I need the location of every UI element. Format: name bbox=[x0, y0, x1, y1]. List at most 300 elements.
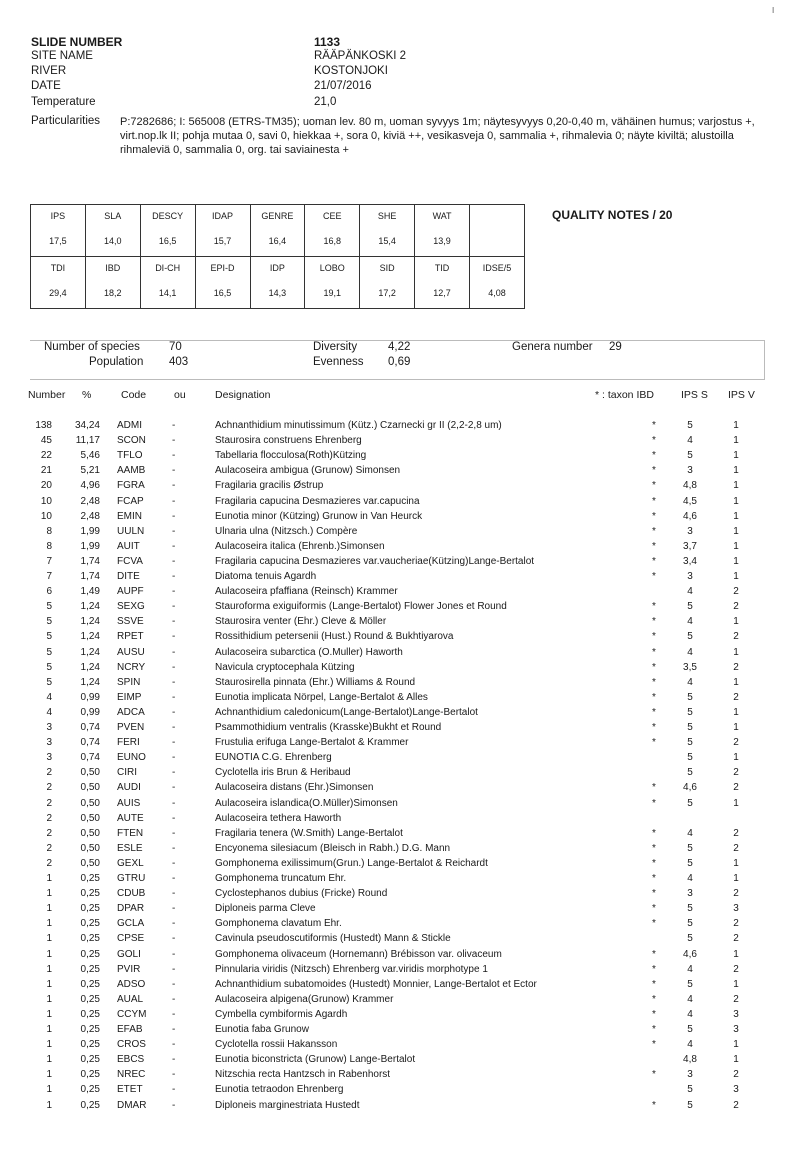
species-ou: - bbox=[172, 767, 176, 779]
table-row bbox=[0, 601, 794, 616]
col-number-header: Number bbox=[28, 389, 66, 401]
ips-s-value: 5 bbox=[687, 767, 693, 779]
species-designation: Aulacoseira tethera Haworth bbox=[215, 812, 342, 824]
species-count: 3 bbox=[46, 752, 52, 764]
species-designation: Rossithidium petersenii (Hust.) Round & Bukhtiyarova bbox=[215, 631, 454, 643]
species-ou: - bbox=[172, 435, 176, 447]
species-ou: - bbox=[172, 918, 176, 930]
ips-v-value: 2 bbox=[733, 782, 739, 794]
table-row bbox=[0, 480, 794, 495]
species-code: DMAR bbox=[117, 1099, 147, 1111]
ips-s-value: 5 bbox=[687, 1024, 693, 1035]
species-count-label: Number of species bbox=[44, 341, 140, 353]
index-value: 18,2 bbox=[85, 278, 140, 309]
species-code: TFLO bbox=[117, 450, 143, 462]
species-count: 2 bbox=[46, 857, 52, 869]
species-code: PVEN bbox=[117, 722, 145, 733]
table-row bbox=[0, 767, 794, 782]
table-row bbox=[0, 450, 794, 465]
species-percent: 5,21 bbox=[80, 465, 100, 477]
ips-s-value: 5 bbox=[687, 420, 693, 431]
taxon-ibd-flag: * bbox=[652, 1039, 656, 1051]
table-row bbox=[0, 933, 794, 948]
species-ou: - bbox=[172, 450, 176, 462]
taxon-ibd-flag: * bbox=[652, 978, 656, 990]
species-percent: 1,49 bbox=[80, 586, 100, 598]
table-row bbox=[0, 1084, 794, 1099]
species-count: 1 bbox=[46, 993, 52, 1005]
species-percent: 1,99 bbox=[80, 525, 100, 537]
species-percent: 1,74 bbox=[80, 571, 100, 582]
species-ou: - bbox=[172, 752, 176, 764]
species-percent: 34,24 bbox=[74, 420, 100, 431]
index-label: DI-CH bbox=[140, 257, 195, 279]
species-code: SSVE bbox=[117, 616, 144, 628]
table-row bbox=[0, 631, 794, 646]
species-code: SEXG bbox=[117, 601, 145, 613]
ips-v-value: 1 bbox=[733, 752, 739, 764]
ips-v-value: 2 bbox=[733, 767, 739, 779]
ips-s-value: 5 bbox=[687, 722, 693, 733]
ips-v-value: 1 bbox=[733, 540, 739, 552]
col-percent-header: % bbox=[82, 389, 92, 401]
ips-s-value: 5 bbox=[687, 1099, 693, 1111]
species-percent: 0,25 bbox=[80, 1099, 100, 1111]
species-designation: Pinnularia viridis (Nitzsch) Ehrenberg var.viridis morphotype 1 bbox=[215, 963, 488, 975]
species-percent: 0,50 bbox=[80, 797, 100, 809]
taxon-ibd-flag: * bbox=[652, 601, 656, 613]
species-ou: - bbox=[172, 1099, 176, 1111]
index-value: 16,4 bbox=[250, 226, 305, 257]
taxon-ibd-flag: * bbox=[652, 495, 656, 507]
taxon-ibd-flag: * bbox=[652, 948, 656, 960]
species-designation: EUNOTIA C.G. Ehrenberg bbox=[215, 752, 332, 764]
taxon-ibd-flag: * bbox=[652, 540, 656, 552]
species-count: 1 bbox=[46, 933, 52, 945]
ips-v-value: 1 bbox=[733, 873, 739, 884]
ips-v-value: 1 bbox=[733, 525, 739, 537]
ips-s-value: 5 bbox=[687, 706, 693, 718]
species-code: CPSE bbox=[117, 933, 145, 945]
genera-number-value: 29 bbox=[609, 341, 622, 353]
ips-v-value: 2 bbox=[733, 888, 739, 900]
index-value bbox=[470, 226, 525, 257]
particularities-value: P:7282686; I: 565008 (ETRS-TM35); uoman lev. 80 m, uoman syvyys 1m; näytesyvyys 0,20-0,40 m, vähäinen humus; varjostus +, virt.nop.lk II; pohja mutaa 0, savi 0, hiekkaa +, sora 0, kiviä ++, vesikasveja 0, sammalia +, rihmalevia 0; näyte kiviltä; alustoilla rihmaleviä 0, sammalia 0, org. tai saviainesta + bbox=[120, 116, 755, 157]
species-count: 5 bbox=[46, 646, 52, 658]
species-designation: Aulacoseira italica (Ehrenb.)Simonsen bbox=[215, 540, 385, 552]
species-designation: Aulacoseira pfaffiana (Reinsch) Krammer bbox=[215, 586, 398, 598]
taxon-ibd-flag: * bbox=[652, 918, 656, 930]
taxon-ibd-flag: * bbox=[652, 616, 656, 628]
species-code: DITE bbox=[117, 571, 140, 582]
table-row bbox=[0, 465, 794, 480]
table-row bbox=[0, 828, 794, 843]
species-ou: - bbox=[172, 676, 176, 688]
index-value: 14,1 bbox=[140, 278, 195, 309]
site-name-value: RÄÄPÄNKOSKI 2 bbox=[314, 50, 407, 62]
ips-v-value: 1 bbox=[733, 450, 739, 462]
index-label: IPS bbox=[31, 205, 86, 227]
species-count: 45 bbox=[40, 435, 52, 447]
index-label: TID bbox=[415, 257, 470, 279]
species-ou: - bbox=[172, 495, 176, 507]
index-label: IDSE/5 bbox=[470, 257, 525, 279]
species-percent: 1,99 bbox=[80, 540, 100, 552]
species-percent: 0,25 bbox=[80, 1054, 100, 1066]
ips-v-value: 1 bbox=[733, 495, 739, 507]
stats-box-bottom-border bbox=[30, 379, 765, 380]
species-code: PVIR bbox=[117, 963, 141, 975]
ips-v-value: 2 bbox=[733, 827, 739, 839]
species-ou: - bbox=[172, 963, 176, 975]
species-ou: - bbox=[172, 571, 176, 582]
ips-v-value: 1 bbox=[733, 1054, 739, 1066]
index-value: 14,0 bbox=[85, 226, 140, 257]
date-label: DATE bbox=[31, 80, 61, 92]
ips-v-value: 3 bbox=[733, 1024, 739, 1035]
temperature-value: 21,0 bbox=[314, 96, 337, 108]
species-percent: 0,25 bbox=[80, 1024, 100, 1035]
table-row bbox=[0, 647, 794, 662]
species-count: 3 bbox=[46, 722, 52, 733]
taxon-ibd-flag: * bbox=[652, 1069, 656, 1081]
table-row bbox=[0, 843, 794, 858]
taxon-ibd-flag: * bbox=[652, 676, 656, 688]
ips-v-value: 3 bbox=[733, 1084, 739, 1096]
index-value: 4,08 bbox=[470, 278, 525, 309]
ips-s-value: 4 bbox=[687, 676, 693, 688]
species-designation: Cyclostephanos dubius (Fricke) Round bbox=[215, 888, 388, 900]
ips-s-value: 5 bbox=[687, 752, 693, 764]
species-percent: 0,25 bbox=[80, 963, 100, 975]
species-designation: Fragilaria capucina Desmazieres var.capucina bbox=[215, 495, 420, 507]
species-code: FERI bbox=[117, 737, 140, 749]
ips-v-value: 2 bbox=[733, 586, 739, 598]
species-designation: Gomphonema clavatum Ehr. bbox=[215, 918, 342, 930]
species-percent: 1,74 bbox=[80, 555, 100, 567]
species-count: 2 bbox=[46, 812, 52, 824]
ips-v-value: 1 bbox=[733, 465, 739, 477]
table-row bbox=[0, 888, 794, 903]
species-ou: - bbox=[172, 601, 176, 613]
ips-s-value: 3 bbox=[687, 888, 693, 900]
table-row bbox=[0, 964, 794, 979]
ips-v-value: 1 bbox=[733, 676, 739, 688]
species-designation: Stauroforma exiguiformis (Lange-Bertalot) Flower Jones et Round bbox=[215, 601, 507, 613]
ips-s-value: 4 bbox=[687, 586, 693, 598]
temperature-label: Temperature bbox=[31, 96, 96, 108]
taxon-ibd-flag: * bbox=[652, 646, 656, 658]
taxon-ibd-flag: * bbox=[652, 842, 656, 854]
species-count: 1 bbox=[46, 1099, 52, 1111]
col-taxon-ibd-header: * : taxon IBD bbox=[595, 389, 654, 401]
species-ou: - bbox=[172, 827, 176, 839]
ips-v-value: 1 bbox=[733, 948, 739, 960]
ips-v-value: 1 bbox=[733, 857, 739, 869]
species-percent: 0,25 bbox=[80, 918, 100, 930]
table-row bbox=[0, 918, 794, 933]
species-code: RPET bbox=[117, 631, 144, 643]
species-ou: - bbox=[172, 555, 176, 567]
species-percent: 0,25 bbox=[80, 948, 100, 960]
species-percent: 0,25 bbox=[80, 1008, 100, 1020]
species-code: GEXL bbox=[117, 857, 144, 869]
index-label: IDP bbox=[250, 257, 305, 279]
species-designation: Navicula cryptocephala Kützing bbox=[215, 661, 355, 673]
species-code: GTRU bbox=[117, 873, 146, 884]
population-label: Population bbox=[89, 356, 144, 368]
species-designation: Encyonema silesiacum (Bleisch in Rabh.) D.G. Mann bbox=[215, 842, 451, 854]
species-count: 2 bbox=[46, 797, 52, 809]
species-designation: Cyclotella rossii Hakansson bbox=[215, 1039, 338, 1051]
species-count: 22 bbox=[40, 450, 52, 462]
ips-v-value: 1 bbox=[733, 480, 739, 492]
table-row bbox=[0, 616, 794, 631]
taxon-ibd-flag: * bbox=[652, 465, 656, 477]
species-percent: 4,96 bbox=[80, 480, 100, 492]
species-code: DPAR bbox=[117, 903, 145, 915]
ips-v-value: 2 bbox=[733, 631, 739, 643]
ips-s-value: 5 bbox=[687, 933, 693, 945]
ips-s-value: 3,4 bbox=[683, 555, 697, 567]
ips-s-value: 5 bbox=[687, 1084, 693, 1096]
species-code: FGRA bbox=[117, 480, 145, 492]
species-ou: - bbox=[172, 888, 176, 900]
ips-s-value: 4 bbox=[687, 435, 693, 447]
ips-s-value: 5 bbox=[687, 601, 693, 613]
species-code: ADMI bbox=[117, 420, 142, 431]
ips-s-value: 5 bbox=[687, 450, 693, 462]
species-ou: - bbox=[172, 1054, 176, 1066]
taxon-ibd-flag: * bbox=[652, 737, 656, 749]
ips-s-value: 4 bbox=[687, 873, 693, 884]
species-code: FCAP bbox=[117, 495, 144, 507]
table-row bbox=[0, 1054, 794, 1069]
taxon-ibd-flag: * bbox=[652, 782, 656, 794]
ips-s-value: 5 bbox=[687, 857, 693, 869]
table-row bbox=[0, 526, 794, 541]
population-value: 403 bbox=[169, 356, 189, 368]
species-count: 5 bbox=[46, 661, 52, 673]
species-count: 8 bbox=[46, 525, 52, 537]
species-percent: 11,17 bbox=[75, 435, 100, 447]
ips-s-value: 5 bbox=[687, 903, 693, 915]
particularities-label: Particularities bbox=[31, 115, 101, 127]
evenness-label: Evenness bbox=[313, 356, 364, 368]
species-count: 21 bbox=[40, 465, 52, 477]
index-value: 12,7 bbox=[415, 278, 470, 309]
taxon-ibd-flag: * bbox=[652, 706, 656, 718]
ips-s-value: 5 bbox=[687, 842, 693, 854]
ips-s-value: 5 bbox=[687, 978, 693, 990]
ips-s-value: 3 bbox=[687, 465, 693, 477]
table-row bbox=[0, 571, 794, 586]
species-code: AUDI bbox=[117, 782, 141, 794]
species-designation: Diploneis marginestriata Hustedt bbox=[215, 1099, 360, 1111]
col-ips-v-header: IPS V bbox=[728, 389, 755, 401]
table-row bbox=[0, 979, 794, 994]
species-count: 1 bbox=[46, 903, 52, 915]
taxon-ibd-flag: * bbox=[652, 555, 656, 567]
species-percent: 0,25 bbox=[80, 993, 100, 1005]
species-code: EUNO bbox=[117, 752, 146, 764]
species-ou: - bbox=[172, 812, 176, 824]
species-ou: - bbox=[172, 661, 176, 673]
index-value: 19,1 bbox=[305, 278, 360, 309]
ips-v-value: 1 bbox=[733, 646, 739, 658]
species-count: 5 bbox=[46, 676, 52, 688]
ips-v-value: 1 bbox=[733, 420, 739, 431]
river-label: RIVER bbox=[31, 65, 67, 77]
species-code: EFAB bbox=[117, 1024, 143, 1035]
species-code: AUIT bbox=[117, 540, 140, 552]
ips-v-value: 1 bbox=[733, 435, 739, 447]
table-row bbox=[0, 707, 794, 722]
species-code: UULN bbox=[117, 525, 145, 537]
species-designation: Staurosirella pinnata (Ehr.) Williams & Round bbox=[215, 676, 416, 688]
species-code: CDUB bbox=[117, 888, 146, 900]
species-count: 10 bbox=[40, 495, 52, 507]
species-ou: - bbox=[172, 646, 176, 658]
corner-mark: I bbox=[772, 6, 775, 15]
ips-v-value: 2 bbox=[733, 601, 739, 613]
species-code: FCVA bbox=[117, 555, 143, 567]
table-row bbox=[0, 873, 794, 888]
ips-s-value: 4 bbox=[687, 993, 693, 1005]
species-code: GCLA bbox=[117, 918, 145, 930]
species-count: 1 bbox=[46, 963, 52, 975]
species-percent: 1,24 bbox=[80, 631, 100, 643]
species-designation: Aulacoseira subarctica (O.Muller) Haworth bbox=[215, 646, 403, 658]
taxon-ibd-flag: * bbox=[652, 435, 656, 447]
species-code: AUPF bbox=[117, 586, 144, 598]
ips-v-value: 1 bbox=[733, 706, 739, 718]
species-percent: 1,24 bbox=[80, 616, 100, 628]
index-value: 13,9 bbox=[415, 226, 470, 257]
species-percent: 5,46 bbox=[80, 450, 100, 462]
species-count: 20 bbox=[40, 480, 52, 492]
species-percent: 2,48 bbox=[80, 510, 100, 522]
taxon-ibd-flag: * bbox=[652, 963, 656, 975]
species-ou: - bbox=[172, 465, 176, 477]
ips-s-value: 4 bbox=[687, 616, 693, 628]
species-designation: Aulacoseira alpigena(Grunow) Krammer bbox=[215, 993, 394, 1005]
species-code: AUAL bbox=[117, 993, 144, 1005]
index-label: EPI-D bbox=[195, 257, 250, 279]
species-count: 2 bbox=[46, 767, 52, 779]
species-code: NREC bbox=[117, 1069, 146, 1081]
species-ou: - bbox=[172, 842, 176, 854]
table-row bbox=[0, 782, 794, 797]
table-row bbox=[0, 496, 794, 511]
taxon-ibd-flag: * bbox=[652, 1024, 656, 1035]
taxon-ibd-flag: * bbox=[652, 571, 656, 582]
slide-number-label: SLIDE NUMBER bbox=[31, 35, 123, 49]
ips-v-value: 2 bbox=[733, 842, 739, 854]
species-designation: Fragilaria capucina Desmazieres var.vaucheriae(Kützing)Lange-Bertalot bbox=[215, 555, 535, 567]
species-designation: Diatoma tenuis Agardh bbox=[215, 571, 317, 582]
index-label: CEE bbox=[305, 205, 360, 227]
species-ou: - bbox=[172, 510, 176, 522]
ips-s-value: 4,5 bbox=[683, 495, 697, 507]
taxon-ibd-flag: * bbox=[652, 691, 656, 703]
species-designation: Gomphonema olivaceum (Hornemann) Brébisson var. olivaceum bbox=[215, 948, 502, 960]
species-ou: - bbox=[172, 420, 176, 431]
ips-s-value: 5 bbox=[687, 691, 693, 703]
col-code-header: Code bbox=[121, 389, 147, 401]
table-row bbox=[0, 511, 794, 526]
table-row bbox=[0, 798, 794, 813]
species-designation: Achnanthidium subatomoides (Hustedt) Monnier, Lange-Bertalot et Ector bbox=[215, 978, 537, 990]
taxon-ibd-flag: * bbox=[652, 797, 656, 809]
ips-v-value: 2 bbox=[733, 918, 739, 930]
ips-s-value: 4 bbox=[687, 963, 693, 975]
species-ou: - bbox=[172, 525, 176, 537]
diversity-label: Diversity bbox=[313, 341, 358, 353]
species-ou: - bbox=[172, 722, 176, 733]
species-percent: 1,24 bbox=[80, 601, 100, 613]
species-ou: - bbox=[172, 480, 176, 492]
species-count: 1 bbox=[46, 888, 52, 900]
ips-s-value: 4,8 bbox=[683, 480, 697, 492]
species-count: 6 bbox=[46, 586, 52, 598]
table-row bbox=[0, 556, 794, 571]
species-ou: - bbox=[172, 873, 176, 884]
ips-s-value: 3,5 bbox=[683, 661, 697, 673]
ips-s-value: 4 bbox=[687, 827, 693, 839]
table-row bbox=[0, 722, 794, 737]
index-value: 15,4 bbox=[360, 226, 415, 257]
species-code: ADCA bbox=[117, 706, 145, 718]
indices-table bbox=[30, 204, 525, 309]
river-value: KOSTONJOKI bbox=[314, 65, 388, 77]
index-label: SHE bbox=[360, 205, 415, 227]
ips-v-value: 3 bbox=[733, 1008, 739, 1020]
table-row bbox=[0, 737, 794, 752]
ips-v-value: 2 bbox=[733, 933, 739, 945]
ips-s-value: 5 bbox=[687, 797, 693, 809]
taxon-ibd-flag: * bbox=[652, 857, 656, 869]
ips-v-value: 2 bbox=[733, 963, 739, 975]
ips-v-value: 2 bbox=[733, 993, 739, 1005]
ips-s-value: 3 bbox=[687, 525, 693, 537]
species-ou: - bbox=[172, 933, 176, 945]
taxon-ibd-flag: * bbox=[652, 631, 656, 643]
ips-s-value: 3,7 bbox=[683, 540, 697, 552]
species-percent: 0,25 bbox=[80, 1084, 100, 1096]
species-count: 1 bbox=[46, 978, 52, 990]
species-designation: Eunotia tetraodon Ehrenberg bbox=[215, 1084, 344, 1096]
evenness-value: 0,69 bbox=[388, 356, 411, 368]
species-designation: Cavinula pseudoscutiformis (Hustedt) Mann & Stickle bbox=[215, 933, 451, 945]
species-code: AUTE bbox=[117, 812, 144, 824]
ips-s-value: 5 bbox=[687, 737, 693, 749]
table-row bbox=[0, 662, 794, 677]
table-row bbox=[0, 586, 794, 601]
ips-v-value: 2 bbox=[733, 1099, 739, 1111]
table-row bbox=[0, 677, 794, 692]
species-percent: 1,24 bbox=[80, 646, 100, 658]
species-percent: 0,25 bbox=[80, 978, 100, 990]
ips-v-value: 1 bbox=[733, 616, 739, 628]
species-ou: - bbox=[172, 782, 176, 794]
species-code: ESLE bbox=[117, 842, 143, 854]
species-percent: 0,50 bbox=[80, 827, 100, 839]
species-count: 1 bbox=[46, 1039, 52, 1051]
species-count-value: 70 bbox=[169, 341, 182, 353]
table-row bbox=[0, 994, 794, 1009]
species-ou: - bbox=[172, 616, 176, 628]
